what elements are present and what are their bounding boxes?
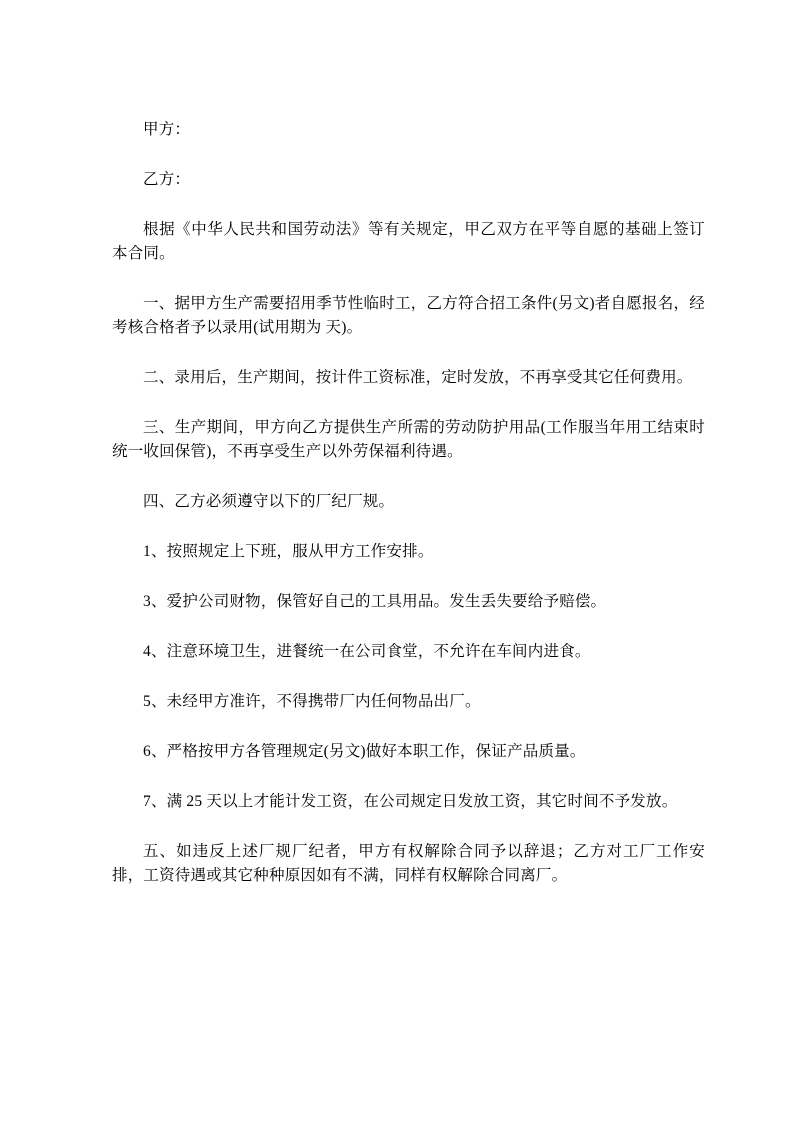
paragraph-clause-3: 三、生产期间，甲方向乙方提供生产所需的劳动防护用品(工作服当年用工结束时统一收回保管)，不再享受生产以外劳保福利待遇。: [112, 419, 705, 461]
paragraph-rule-7: 7、满 25 天以上才能计发工资，在公司规定日发放工资，其它时间不予发放。: [143, 793, 678, 811]
paragraph-clause-1: 一、据甲方生产需要招用季节性临时工，乙方符合招工条件(另文)者自愿报名，经考核合格者予以录用(试用期为 天)。: [112, 295, 705, 337]
paragraph-clause-2: 二、录用后，生产期间，按计件工资标准，定时发放，不再享受其它任何费用。: [143, 369, 693, 387]
paragraph-rule-1: 1、按照规定上下班，服从甲方工作安排。: [143, 543, 434, 561]
document-body: [112, 118, 705, 888]
paragraph-party-b: 乙方：: [143, 171, 191, 189]
paragraph-clause-4: 四、乙方必须遵守以下的厂纪厂规。: [143, 493, 395, 511]
paragraph-rule-5: 5、未经甲方准许，不得携带厂内任何物品出厂。: [143, 693, 481, 711]
paragraph-rule-4: 4、注意环境卫生，进餐统一在公司食堂，不允许在车间内进食。: [143, 643, 591, 661]
paragraph-party-a: 甲方：: [143, 121, 191, 138]
paragraph-rule-6: 6、严格按甲方各管理规定(另文)做好本职工作，保证产品质量。: [143, 743, 586, 761]
paragraph-rule-3: 3、爱护公司财物，保管好自己的工具用品。发生丢失要给予赔偿。: [143, 593, 607, 611]
paragraph-clause-5: 五、如违反上述厂规厂纪者，甲方有权解除合同予以辞退；乙方对工厂工作安排，工资待遇或其它种种原因如有不满，同样有权解除合同离厂。: [112, 843, 705, 885]
paragraph-preamble: 根据《中华人民共和国劳动法》等有关规定，甲乙双方在平等自愿的基础上签订本合同。: [112, 221, 705, 263]
